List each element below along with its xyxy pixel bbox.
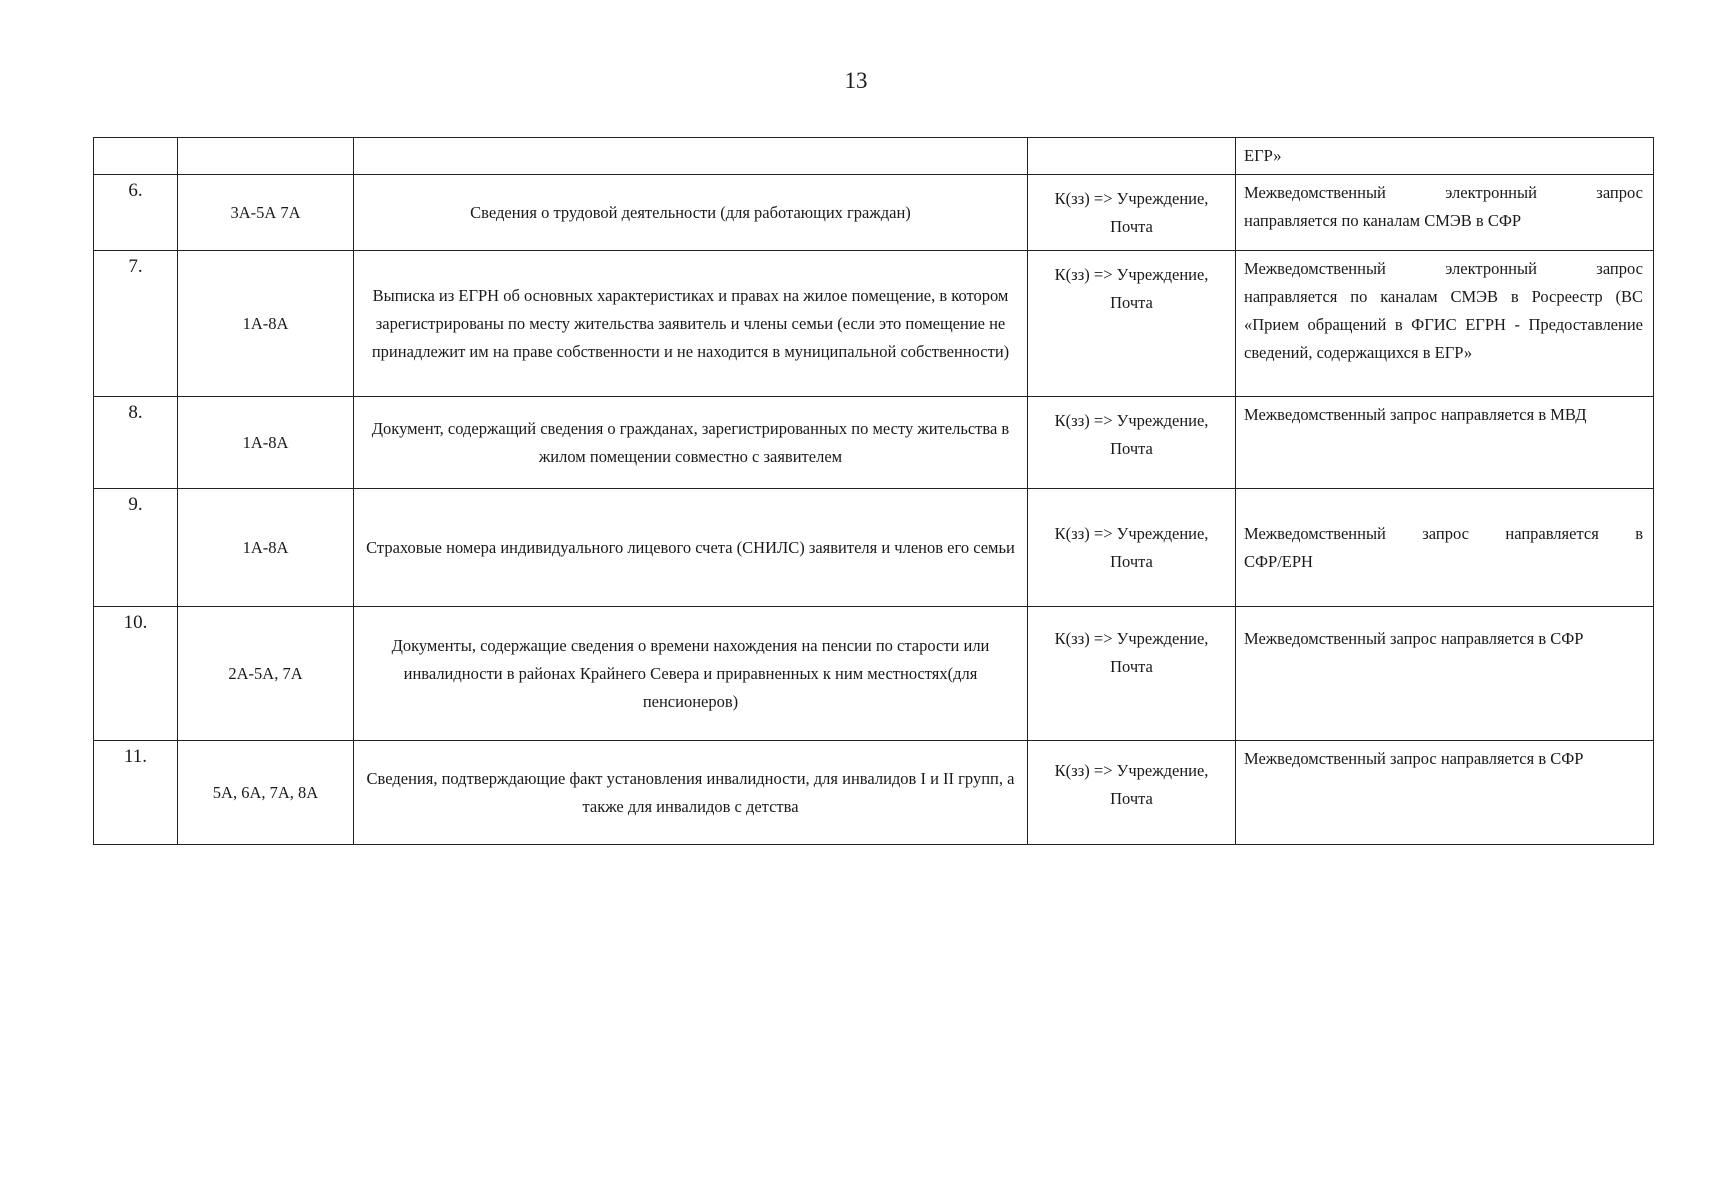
- row-note-rest: Межведомственный запрос направляется в МВД: [1244, 405, 1587, 424]
- row-delivery-method: К(зз) => Учреждение, Почта: [1028, 741, 1236, 845]
- row-number: 6.: [94, 175, 178, 251]
- row-description: Страховые номера индивидуального лицевого счета (СНИЛС) заявителя и членов его семьи: [354, 489, 1028, 607]
- row-delivery-method: К(зз) => Учреждение, Почта: [1028, 607, 1236, 741]
- table-cell: [1028, 138, 1236, 175]
- row-codes: 5А, 6А, 7А, 8А: [178, 741, 354, 845]
- continuation-note: ЕГР»: [1236, 138, 1654, 175]
- table-cell: [178, 138, 354, 175]
- row-note: [1236, 251, 1654, 397]
- row-codes: 3А-5А 7А: [178, 175, 354, 251]
- row-note-rest: СФР/ЕРН: [1244, 551, 1313, 571]
- row-note-rest: Межведомственный запрос направляется в СФР: [1244, 749, 1584, 768]
- row-delivery-method: К(зз) => Учреждение, Почта: [1028, 175, 1236, 251]
- row-note-first-line: Межведомственный электронный запрос: [1244, 259, 1643, 278]
- table-row-continuation: [94, 138, 1654, 175]
- row-note: [1236, 489, 1654, 607]
- table-row: [94, 397, 1654, 489]
- row-codes: 2А-5А, 7А: [178, 607, 354, 741]
- row-number: 8.: [94, 397, 178, 489]
- table-cell: [94, 138, 178, 175]
- row-description: Выписка из ЕГРН об основных характеристиках и правах на жилое помещение, в котором зарегистрированы по месту жительства заявитель и члены семьи (если это помещение не принадлежит им на праве собственности и не находится в муниципальной собственности): [354, 251, 1028, 397]
- table-cell: [354, 138, 1028, 175]
- row-codes: 1А-8А: [178, 397, 354, 489]
- row-note: [1236, 607, 1654, 741]
- row-note-first-line: Межведомственный электронный запрос: [1244, 183, 1643, 202]
- row-description: Сведения, подтверждающие факт установления инвалидности, для инвалидов I и II групп, а также для инвалидов с детства: [354, 741, 1028, 845]
- row-description: Документы, содержащие сведения о времени нахождения на пенсии по старости или инвалидности в районах Крайнего Севера и приравненных к ним местностях(для пенсионеров): [354, 607, 1028, 741]
- row-delivery-method: К(зз) => Учреждение, Почта: [1028, 489, 1236, 607]
- row-note: [1236, 397, 1654, 489]
- row-note-rest: направляется по каналам СМЭВ в СФР: [1244, 211, 1522, 230]
- row-note-first-line: Межведомственный запрос направляется в: [1244, 523, 1643, 543]
- row-codes: 1А-8А: [178, 489, 354, 607]
- row-note: [1236, 741, 1654, 845]
- row-description: Документ, содержащий сведения о гражданах, зарегистрированных по месту жительства в жилом помещении совместно с заявителем: [354, 397, 1028, 489]
- row-codes: 1А-8А: [178, 251, 354, 397]
- row-note: [1236, 175, 1654, 251]
- table-row: [94, 251, 1654, 397]
- documents-table: [93, 137, 1654, 845]
- row-note-rest: Межведомственный запрос направляется в СФР: [1244, 629, 1584, 648]
- row-number: 9.: [94, 489, 178, 607]
- table-row: [94, 741, 1654, 845]
- row-number: 7.: [94, 251, 178, 397]
- table-row: [94, 607, 1654, 741]
- page-number: 13: [844, 68, 868, 93]
- row-delivery-method: К(зз) => Учреждение, Почта: [1028, 251, 1236, 397]
- row-description: Сведения о трудовой деятельности (для работающих граждан): [354, 175, 1028, 251]
- row-note-rest: направляется по каналам СМЭВ в Росреестр (ВС «Прием обращений в ФГИС ЕГРН - Предоставление сведений, содержащихся в ЕГР»: [1244, 287, 1643, 362]
- row-number: 10.: [94, 607, 178, 741]
- row-delivery-method: К(зз) => Учреждение, Почта: [1028, 397, 1236, 489]
- table-row: [94, 489, 1654, 607]
- row-number: 11.: [94, 741, 178, 845]
- table-row: [94, 175, 1654, 251]
